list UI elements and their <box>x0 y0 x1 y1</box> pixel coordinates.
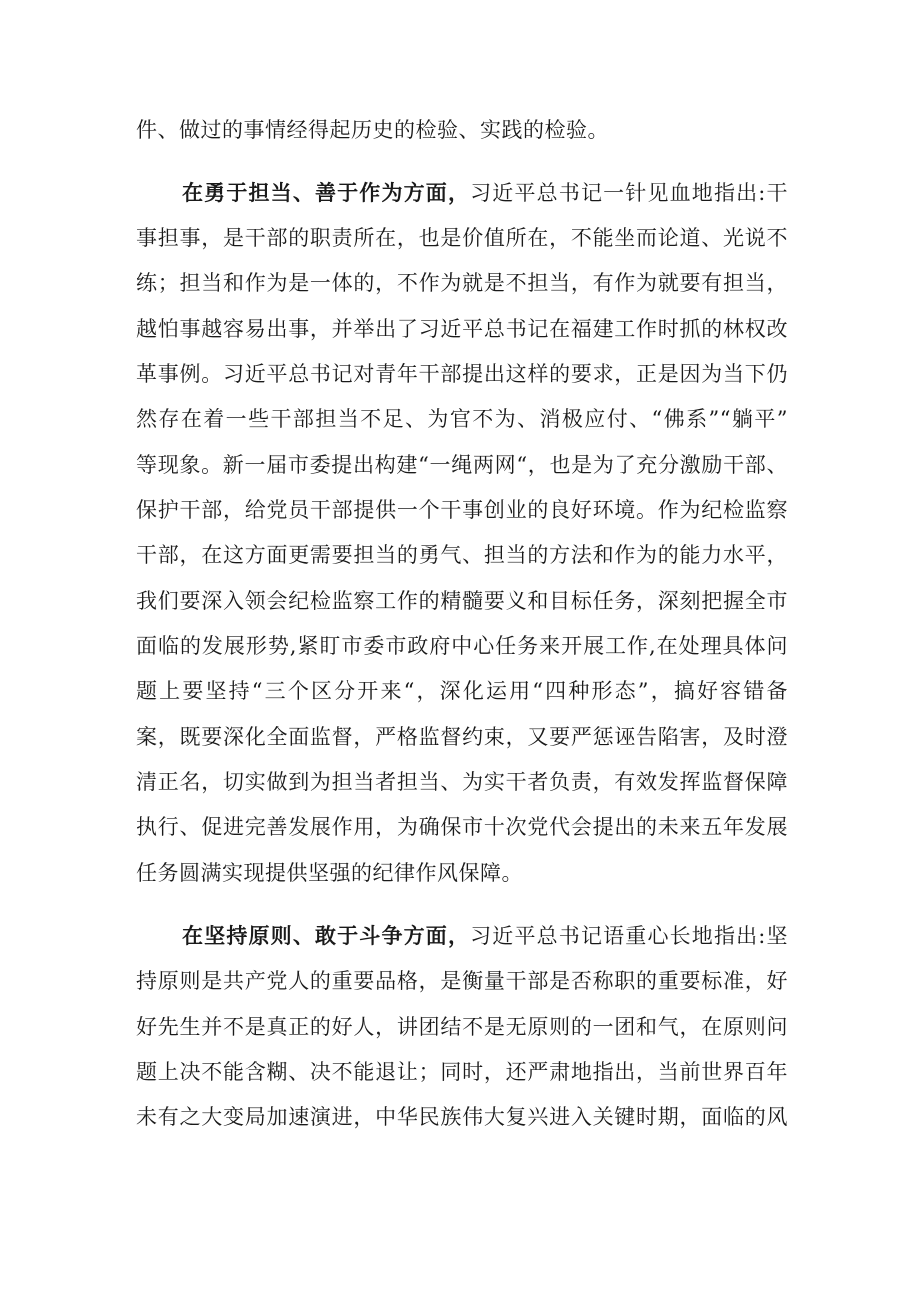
text-line: 革事例。习近平总书记对青年干部提出这样的要求，正是因为当下仍 <box>136 362 788 386</box>
text-line: 好先生并不是真正的好人，讲团结不是无原则的一团和气，在原则问 <box>136 1015 788 1039</box>
text-line: 题上要坚持“三个区分开来“，深化运用“四种形态”，搞好容错备 <box>136 679 788 703</box>
text-line: 干部，在这方面更需要担当的勇气、担当的方法和作为的能力水平， <box>136 543 788 567</box>
text-line: 执行、促进完善发展作用，为确保市十次党代会提出的未来五年发展 <box>136 815 788 839</box>
text-line: 题上决不能含糊、决不能退让；同时，还严肃地指出，当前世界百年 <box>136 1060 788 1084</box>
text-line: 事担事，是干部的职责所在，也是价值所在，不能坐而论道、光说不 <box>136 226 788 250</box>
text-line: 等现象。新一届市委提出构建“一绳两网“，也是为了充分激励干部、 <box>136 453 788 477</box>
text-span: 习近平总书记一针见血地指出:干 <box>470 181 789 205</box>
text-line: 我们要深入领会纪检监察工作的精髓要义和目标任务，深刻把握全市 <box>136 589 788 613</box>
text-line: 练；担当和作为是一体的，不作为就是不担当，有作为就要有担当， <box>136 271 788 295</box>
text-line: 件、做过的事情经得起历史的检验、实践的检验。 <box>136 118 609 142</box>
paragraph-first-line <box>182 173 788 213</box>
text-line: 未有之大变局加速演进，中华民族伟大复兴进入关键时期，面临的风 <box>136 1105 788 1129</box>
text-line: 任务圆满实现提供坚强的纪律作风保障。 <box>136 861 523 885</box>
text-line: 清正名，切实做到为担当者担当、为实干者负责，有效发挥监督保障 <box>136 770 788 794</box>
text-line: 然存在着一些干部担当不足、为官不为、消极应付、“佛系”“躺平” <box>136 407 788 431</box>
paragraph-lead-bold: 在坚持原则、敢于斗争方面， <box>182 923 471 948</box>
text-span: 习近平总书记语重心长地指出:坚 <box>470 924 789 948</box>
paragraph-first-line <box>182 916 788 956</box>
text-line: 案，既要深化全面监督，严格监督约束，又要严惩诬告陷害，及时澄 <box>136 725 788 749</box>
text-line: 面临的发展形势,紧盯市委市政府中心任务来开展工作,在处理具体问 <box>136 634 788 658</box>
text-line: 越怕事越容易出事，并举出了习近平总书记在福建工作时抓的林权改 <box>136 317 788 341</box>
paragraph-lead-bold: 在勇于担当、善于作为方面， <box>182 180 471 205</box>
text-line: 保护干部，给党员干部提供一个干事创业的良好环境。作为纪检监察 <box>136 498 788 522</box>
text-line: 持原则是共产党人的重要品格，是衡量干部是否称职的重要标准，好 <box>136 969 788 993</box>
